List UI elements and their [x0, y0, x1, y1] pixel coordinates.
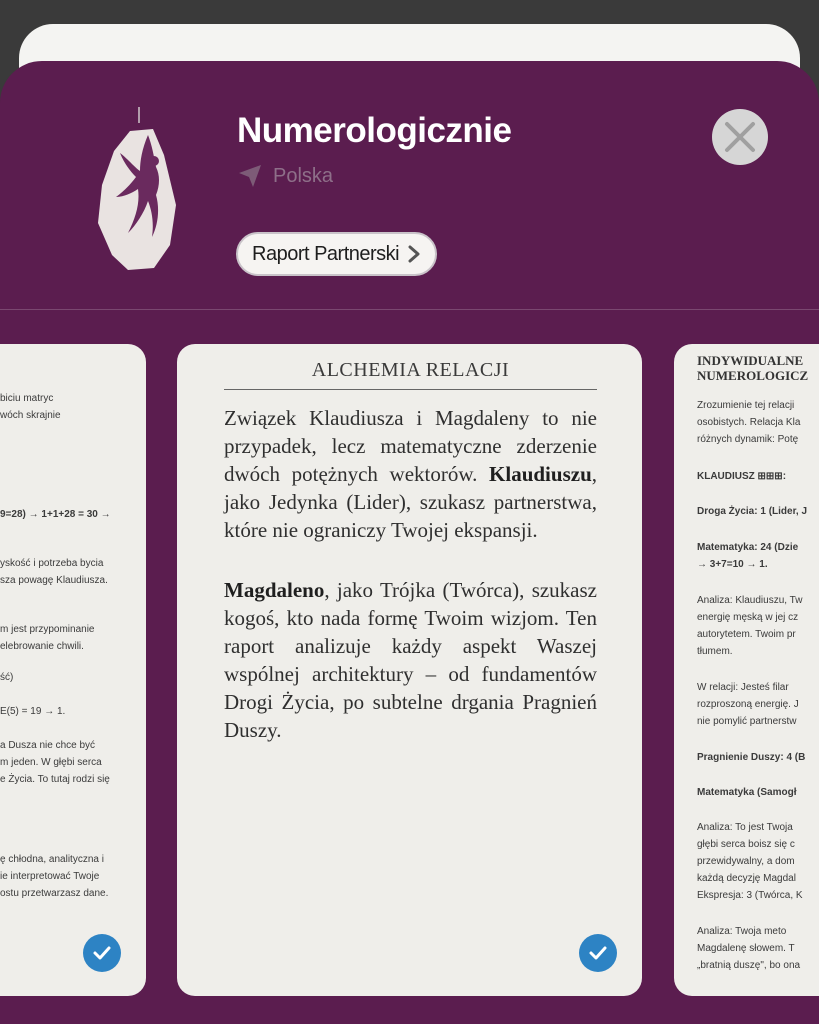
right-text-line: Analiza: Klaudiuszu, Tw	[697, 595, 803, 606]
left-text-line: e Życia. To tutaj rodzi się	[0, 774, 110, 785]
right-text-line: Pragnienie Duszy: 4 (B	[697, 752, 806, 763]
left-text-line: ostu przetwarzasz dane.	[0, 888, 109, 899]
close-icon	[723, 120, 757, 154]
close-button[interactable]	[712, 109, 768, 165]
left-text-line: m jeden. W głębi serca	[0, 757, 102, 768]
right-text-line: nie pomylić partnerstw	[697, 716, 797, 727]
partner-report-button[interactable]	[236, 232, 437, 276]
partner-report-label: Raport Partnerski	[252, 242, 400, 265]
left-text-line: a Dusza nie chce być	[0, 740, 96, 751]
left-text-line: wóch skrajnie	[0, 410, 61, 421]
right-text-line: „bratnią duszę", bo ona	[697, 960, 801, 971]
chevron-right-icon	[407, 245, 421, 263]
intro-paragraph-1: Związek Klaudiusza i Magdaleny to nie przypadek, lecz matematyczne zderzenie dwóch potężnych wektorów. Klaudiuszu, jako Jedynka (Lider), szukasz partnerstwa, które nie ograniczy Twojej ekspansji.	[224, 406, 597, 542]
left-text-line: yskość i potrzeba bycia	[0, 558, 104, 569]
page-title: ALCHEMIA RELACJI	[311, 359, 510, 381]
left-text-line: ść)	[0, 672, 14, 683]
report-modal	[0, 61, 819, 1024]
right-text-line: różnych dynamik: Potę	[697, 434, 799, 445]
check-circle-icon	[587, 942, 609, 964]
right-text-line: tłumem.	[697, 646, 733, 657]
right-text-line: KLAUDIUSZ ⊞⊞⊞:	[697, 471, 787, 482]
header-divider	[0, 309, 819, 310]
right-text-line: Analiza: Twoja meto	[697, 926, 787, 937]
right-text-line: Matematyka: 24 (Dzie	[697, 542, 799, 553]
right-text-line: autorytetem. Twoim pr	[697, 629, 796, 640]
right-text-line: Magdalenę słowem. T	[697, 943, 795, 954]
intro-paragraph-2: Magdaleno, jako Trójka (Twórca), szukasz kogoś, kto nada formę Twoim wizjom. Ten raport analizuje każdy aspekt Waszej wspólnej architektury – od fundamentów Drogi Życia, po subtelne drgania Pragnień Duszy.	[224, 578, 597, 742]
right-text-line: energię męską w jej cz	[697, 612, 799, 623]
selected-check[interactable]	[579, 934, 617, 972]
selected-check[interactable]	[83, 934, 121, 972]
right-text-line: Analiza: To jest Twoja	[697, 822, 793, 833]
right-text-line: każdą decyzję Magdal	[697, 873, 796, 884]
report-page-card-center[interactable]	[177, 344, 642, 996]
right-text-line: głębi serca boisz się c	[697, 839, 795, 850]
right-text-line: Matematyka (Samogł	[697, 787, 797, 798]
check-circle-icon	[91, 942, 113, 964]
left-text-line: sza powagę Klaudiusza.	[0, 575, 108, 586]
title-rule	[224, 389, 597, 390]
right-text-line: przewidywalny, a dom	[697, 856, 795, 867]
right-text-line: osobistych. Relacja Kla	[697, 417, 801, 428]
app-title: Numerologicznie	[237, 111, 512, 150]
page-heading: INDYWIDUALNE NUMEROLOGICZ	[697, 353, 809, 383]
location-arrow-icon	[237, 163, 263, 189]
left-text-line: biciu matryc	[0, 393, 54, 404]
left-text-line: 9=28) → 1+1+28 = 30 →	[0, 509, 111, 520]
left-text-line: m jest przypominanie	[0, 624, 95, 635]
left-text-line: ę chłodna, analityczna i	[0, 854, 104, 865]
location-row	[237, 163, 333, 189]
right-text-line: → 3+7=10 → 1.	[697, 559, 768, 570]
left-text-line: E(5) = 19 → 1.	[0, 706, 66, 717]
right-text-line: Droga Życia: 1 (Lider, J	[697, 506, 808, 517]
right-text-line: Ekspresja: 3 (Twórca, K	[697, 890, 803, 901]
location-label: Polska	[273, 164, 334, 187]
left-text-line: elebrowanie chwili.	[0, 641, 84, 652]
left-text-line: ie interpretować Twoje	[0, 871, 100, 882]
report-page-card-right[interactable]	[674, 344, 819, 996]
right-text-line: rozproszoną energię. J	[697, 699, 799, 710]
right-text-line: W relacji: Jesteś filar	[697, 682, 789, 693]
right-text-line: Zrozumienie tej relacji	[697, 400, 795, 411]
report-page-card-left[interactable]	[0, 344, 146, 996]
dancer-stone-logo	[90, 105, 180, 275]
